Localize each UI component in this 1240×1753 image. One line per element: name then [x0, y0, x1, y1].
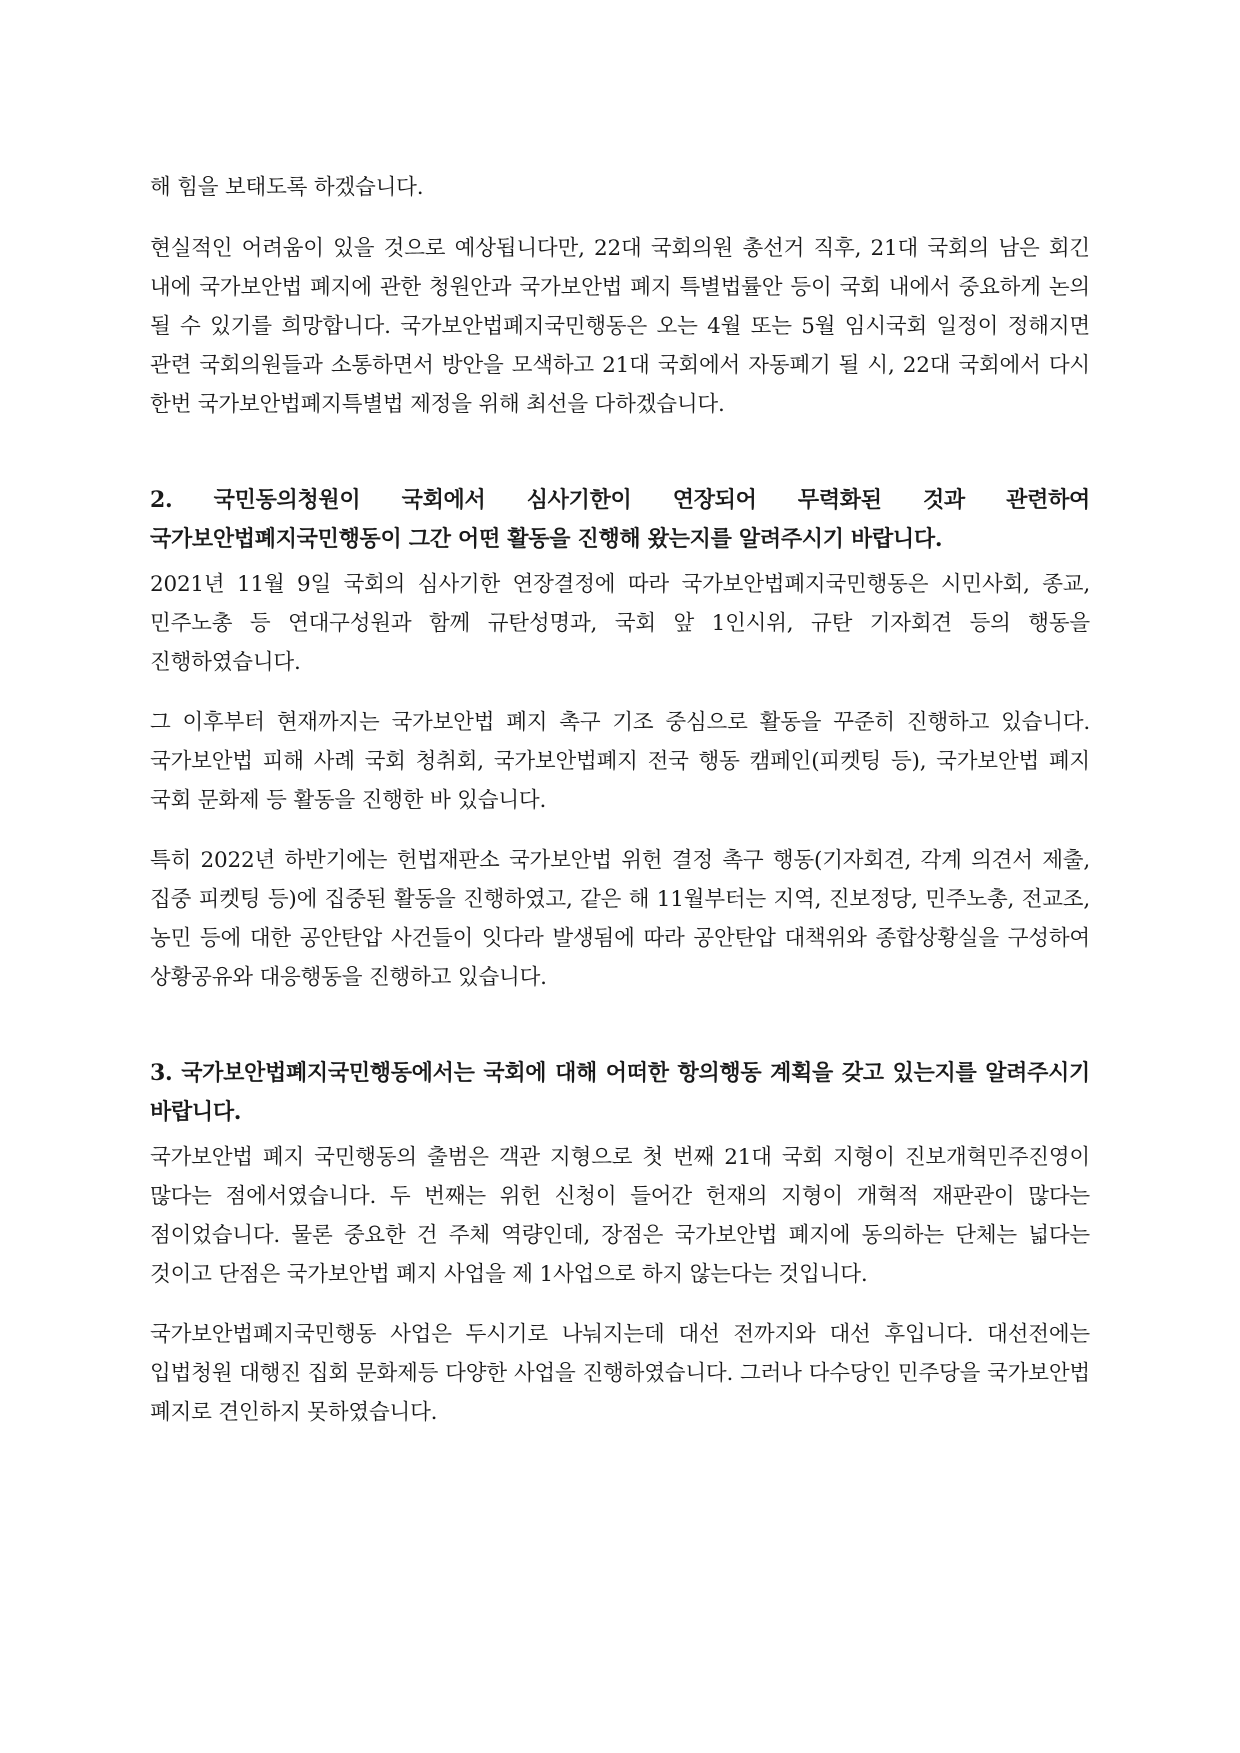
intro-line: 해 힘을 보태도록 하겠습니다.	[150, 175, 424, 200]
section-spacer	[150, 445, 1090, 481]
section-2-paragraph-3: 특히 2022년 하반기에는 헌법재판소 국가보안법 위헌 결정 촉구 행동(기자회견, 각계 의견서 제출, 집중 피켓팅 등)에 집중된 활동을 진행하였고, 같은 해 11월부터는 지역, 진보정당, 민주노총, 전교조, 농민 등에 대한 공안탄압 사건들이 잇다라 발생됨에 따라 공안탄압 대책위와 종합상황실을 구성하여 상황공유와 대응행동을 진행하고 있습니다.	[150, 848, 1090, 990]
section-2-paragraph-1: 2021년 11월 9일 국회의 심사기한 연장결정에 따라 국가보안법폐지국민행동은 시민사회, 종교, 민주노총 등 연대구성원과 함께 규탄성명과, 국회 앞 1인시위, 규탄 기자회견 등의 행동을 진행하였습니다.	[150, 572, 1090, 675]
section-3-heading: 3. 국가보안법폐지국민행동에서는 국회에 대해 어떠한 항의행동 계획을 갖고 있는지를 알려주시기 바랍니다.	[150, 1060, 1090, 1125]
document-page	[150, 168, 1090, 1453]
section-2-paragraph-2: 그 이후부터 현재까지는 국가보안법 폐지 촉구 기조 중심으로 활동을 꾸준히 진행하고 있습니다. 국가보안법 피해 사례 국회 청취회, 국가보안법폐지 전국 행동 캠페인(피켓팅 등), 국가보안법 폐지 국회 문화제 등 활동을 진행한 바 있습니다.	[150, 710, 1090, 813]
section-2-heading: 2. 국민동의청원이 국회에서 심사기한이 연장되어 무력화된 것과 관련하여 국가보안법폐지국민행동이 그간 어떤 활동을 진행해 왔는지를 알려주시기 바랍니다.	[150, 487, 1090, 552]
section-spacer	[150, 1018, 1090, 1054]
intro-paragraph: 현실적인 어려움이 있을 것으로 예상됩니다만, 22대 국회의원 총선거 직후, 21대 국회의 남은 회긴 내에 국가보안법 폐지에 관한 청원안과 국가보안법 폐지 특별법률안 등이 국회 내에서 중요하게 논의 될 수 있기를 희망합니다. 국가보안법폐지국민행동은 오는 4월 또는 5월 임시국회 일정이 정해지면 관련 국회의원들과 소통하면서 방안을 모색하고 21대 국회에서 자동폐기 될 시, 22대 국회에서 다시 한번 국가보안법폐지특별법 제정을 위해 최선을 다하겠습니다.	[150, 236, 1090, 417]
section-3-paragraph-1: 국가보안법 폐지 국민행동의 출범은 객관 지형으로 첫 번째 21대 국회 지형이 진보개혁민주진영이 많다는 점에서였습니다. 두 번째는 위헌 신청이 들어간 헌재의 지형이 개혁적 재판관이 많다는 점이었습니다. 물론 중요한 건 주체 역량인데, 장점은 국가보안법 폐지에 동의하는 단체는 넓다는 것이고 단점은 국가보안법 폐지 사업을 제 1사업으로 하지 않는다는 것입니다.	[150, 1145, 1090, 1287]
section-3-paragraph-2: 국가보안법폐지국민행동 사업은 두시기로 나눠지는데 대선 전까지와 대선 후입니다. 대선전에는 입법청원 대행진 집회 문화제등 다양한 사업을 진행하였습니다. 그러나 다수당인 민주당을 국가보안법 폐지로 견인하지 못하였습니다.	[150, 1322, 1090, 1425]
